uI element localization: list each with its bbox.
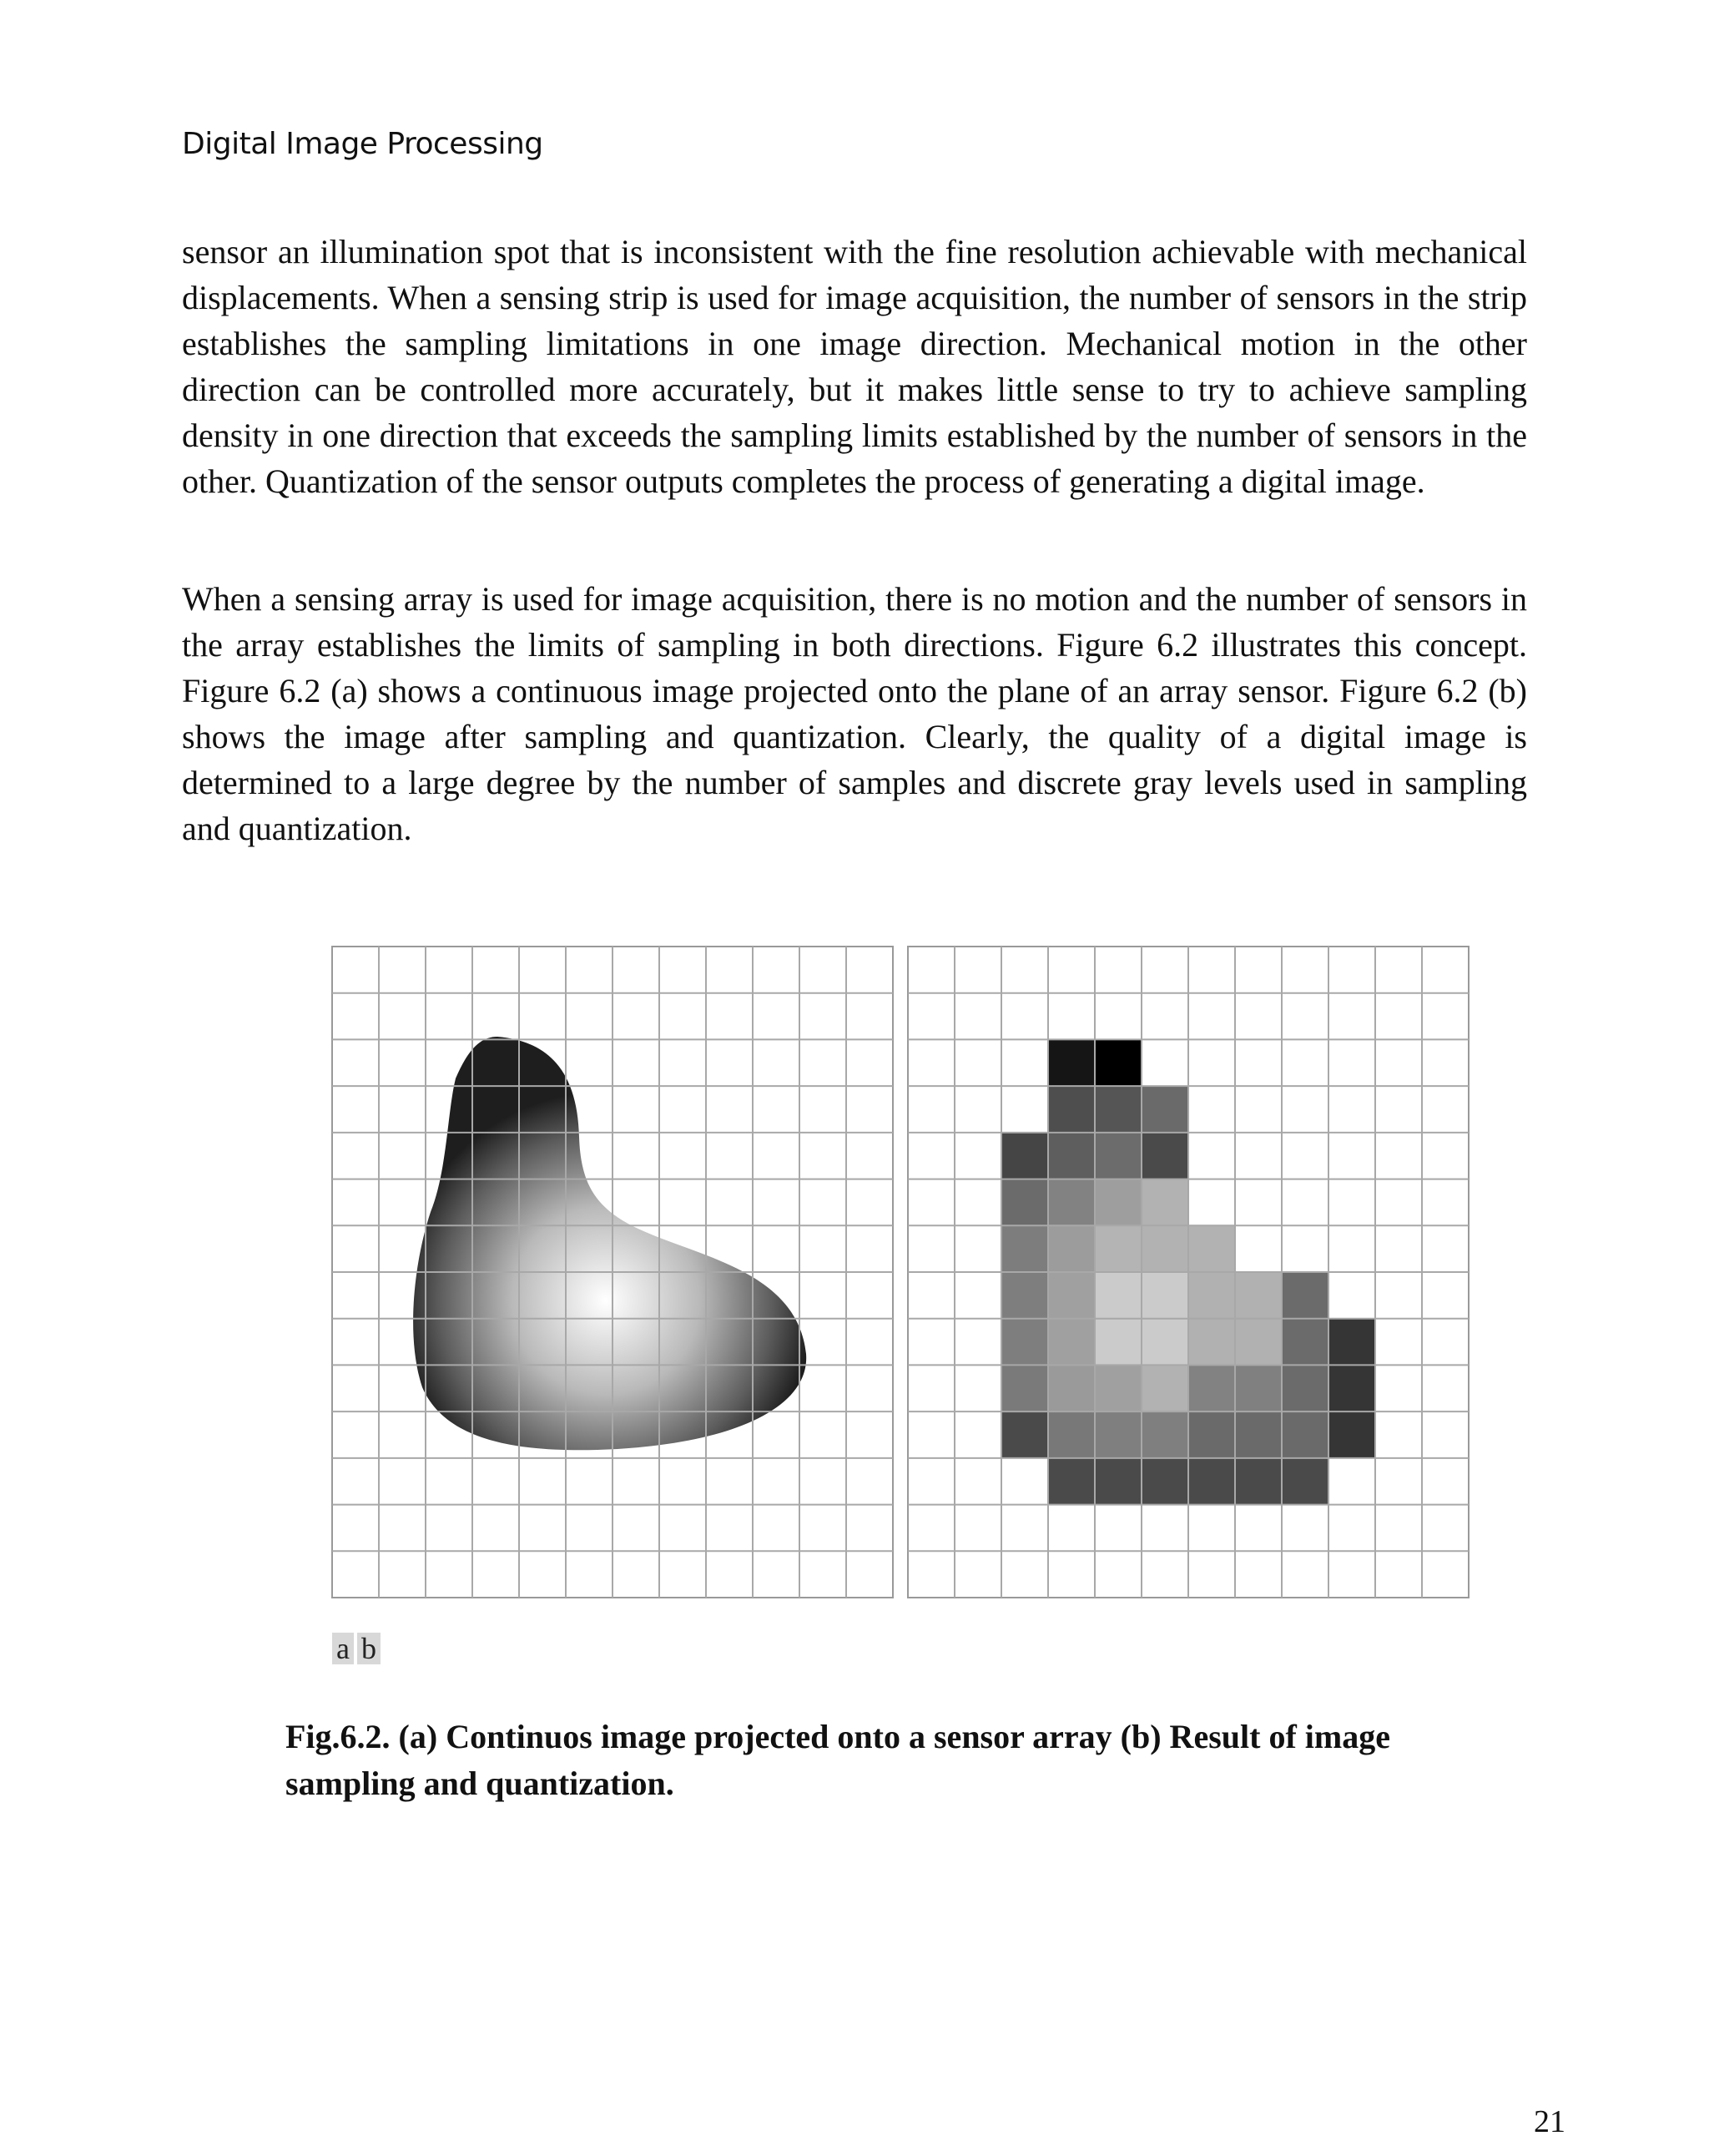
quantized-cell [1328, 1319, 1375, 1366]
quantized-cell [1235, 1365, 1282, 1411]
quantized-cell [1142, 1365, 1188, 1411]
panel-b-quantized-image [908, 947, 1469, 1598]
quantized-cell [1142, 1319, 1188, 1366]
quantized-cell [1048, 1086, 1095, 1133]
quantized-cell [1095, 1086, 1142, 1133]
quantized-cell [1282, 1411, 1328, 1458]
quantized-cell [1001, 1272, 1048, 1319]
quantized-cell [1001, 1179, 1048, 1226]
quantized-cell [1188, 1272, 1235, 1319]
quantized-cell [1095, 1272, 1142, 1319]
panel-a-continuous-image [332, 947, 893, 1598]
quantized-cell [1001, 1133, 1048, 1179]
quantized-cell [1095, 1411, 1142, 1458]
quantized-cell [1142, 1458, 1188, 1505]
running-header: Digital Image Processing [182, 127, 543, 161]
quantized-cell [1235, 1319, 1282, 1366]
quantized-cell [1282, 1458, 1328, 1505]
quantized-cell [1282, 1365, 1328, 1411]
quantized-cell [1235, 1458, 1282, 1505]
quantized-cell [1048, 1133, 1095, 1179]
quantized-cell [1142, 1179, 1188, 1226]
quantized-cell [1001, 1365, 1048, 1411]
quantized-cell [1235, 1272, 1282, 1319]
quantized-cell [1048, 1179, 1095, 1226]
panel-labels [332, 1633, 381, 1664]
figure-6-2 [330, 945, 1477, 1608]
quantized-cell [1048, 1411, 1095, 1458]
figure-caption: Fig.6.2. (a) Continuos image projected onto a sensor array (b) Result of image sampling and quantization. [285, 1718, 1390, 1802]
quantized-cell [1095, 1179, 1142, 1226]
quantized-cell [1188, 1225, 1235, 1272]
quantized-cell [1001, 1319, 1048, 1366]
quantized-cell [1142, 1272, 1188, 1319]
quantized-cell [1188, 1458, 1235, 1505]
quantized-cell [1142, 1133, 1188, 1179]
quantized-cell [1328, 1365, 1375, 1411]
quantized-cell [1188, 1319, 1235, 1366]
quantized-cell [1048, 1319, 1095, 1366]
quantized-cell [1048, 1272, 1095, 1319]
quantized-cell [1048, 1225, 1095, 1272]
quantized-cell [1142, 1086, 1188, 1133]
quantized-cell [1001, 1411, 1048, 1458]
quantized-cell [1282, 1319, 1328, 1366]
quantized-cell [1328, 1411, 1375, 1458]
quantized-cell [1142, 1411, 1188, 1458]
quantized-cell [1048, 1365, 1095, 1411]
quantized-cell [1142, 1225, 1188, 1272]
quantized-cell [1188, 1411, 1235, 1458]
quantized-cell [1095, 1039, 1142, 1086]
panel-label-a: a [332, 1633, 354, 1664]
quantized-cell [1095, 1458, 1142, 1505]
quantized-cell [1048, 1458, 1095, 1505]
quantized-cell [1282, 1272, 1328, 1319]
paragraph-sampling-limits: sensor an illumination spot that is inconsistent with the fine resolution achievable with mechanical displacements. When a sensing strip is used for image acquisition, the number of sensors in the strip establishes the sampling limitations in one image direction. Mechanical motion in the other direction can be controlled more accurately, but it makes little sense to try to achieve sampling density in one direction that exceeds the sampling limits established by the number of sensors in the other. Quantization of the sensor outputs completes the process of generating a digital image. [182, 233, 1527, 500]
quantized-cell [1095, 1225, 1142, 1272]
paragraph-sensing-array: When a sensing array is used for image acquisition, there is no motion and the number of sensors in the array establishes the limits of sampling in both directions. Figure 6.2 illustrates this concept. Figure 6.2 (a) shows a continuous image projected onto the plane of an array sensor. Figure 6.2 (b) shows the image after sampling and quantization. Clearly, the quality of a digital image is determined to a large degree by the number of samples and discrete gray levels used in sampling and quantization. [182, 580, 1527, 847]
panel-label-b: b [357, 1633, 381, 1664]
quantized-cell [1048, 1039, 1095, 1086]
page-number: 21 [1534, 2104, 1565, 2139]
quantized-cell [1095, 1319, 1142, 1366]
quantized-cell [1235, 1411, 1282, 1458]
quantized-cell [1095, 1365, 1142, 1411]
quantized-cell [1188, 1365, 1235, 1411]
quantized-cell [1001, 1225, 1048, 1272]
quantized-cell [1095, 1133, 1142, 1179]
